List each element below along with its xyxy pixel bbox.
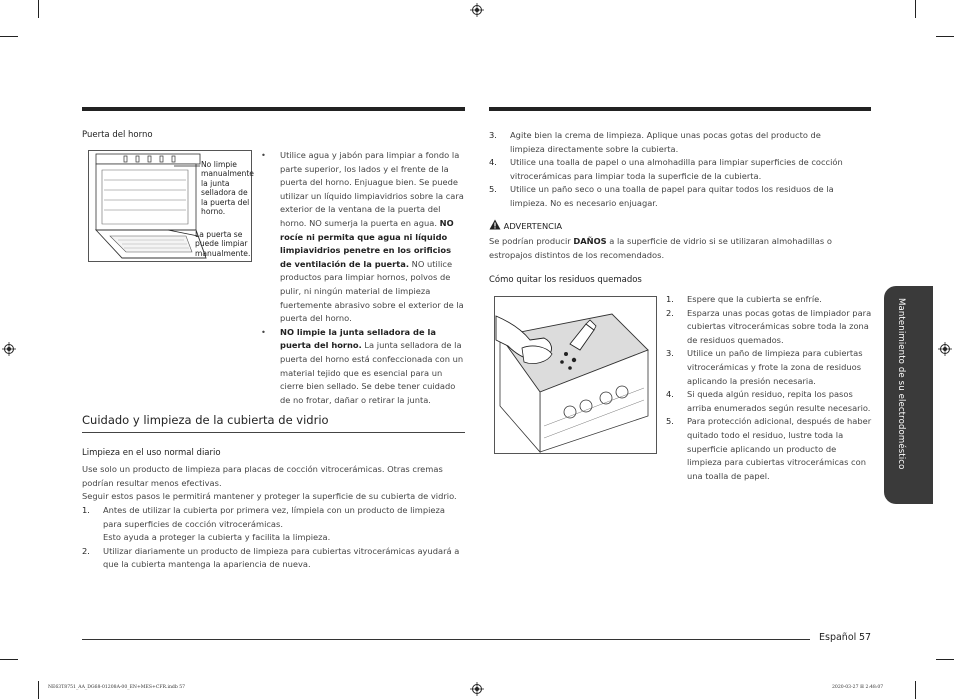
list-item [666, 293, 872, 307]
step-note: Esto ayuda a proteger la cubierta y facilita la limpieza. [103, 532, 331, 543]
list-item [82, 504, 465, 545]
list-item [666, 388, 872, 415]
list-item [666, 415, 872, 483]
cooktop-cleaning-illustration [494, 296, 657, 454]
list-item [259, 149, 465, 326]
step-number: 1. [666, 294, 674, 304]
glass-intro-1: Use solo un producto de limpieza para placas de cocción vitrocerámicas. Otras cremas podrían resultar menos efectivas. [82, 464, 443, 488]
step-number: 4. [666, 389, 674, 400]
bullet-icon: • [261, 150, 266, 160]
print-slug-file: NE63T8751_AA_DG68-01208A-00_EN+MES+CFR.indb 57 [48, 685, 186, 690]
bullet-bold: NO rocíe ni permita que agua ni líquido limpiavidrios penetre en los orificios de ventilación de la puerta. [280, 217, 454, 269]
bullet-text: La junta selladora de la puerta del horno está confeccionada con un material tejido que es esencial para un cierre bien sellado. Se debe tener cuidado de no frotar, dañar o retirar la junta. [280, 340, 464, 405]
step-number: 2. [666, 307, 674, 318]
step-text: Antes de utilizar la cubierta por primera vez, límpiela con un producto de limpieza para superficies de cocción vitrocerámicas. [103, 505, 445, 529]
list-item [489, 129, 849, 156]
print-slug-date: 2020-03-27 ☒ 2:48:07 [832, 685, 884, 690]
warning-label: ADVERTENCIA [503, 221, 563, 231]
step-number: 5. [666, 416, 674, 427]
bullet-text: Utilice agua y jabón para limpiar a fondo la parte superior, los lados y el frente de la puerta del horno. Enjuague bien. Se puede utilizar un líquido limpiavidrios sobre la cara exterior de la ventana de la puerta del horno. NO sumerja la puerta en agua. [280, 150, 464, 228]
step-text: Utilice un paño seco o una toalla de papel para quitar todos los residuos de la limpieza. No es necesario enjuagar. [510, 184, 834, 208]
footer-language: Español [819, 632, 857, 643]
warning-triangle-icon [489, 219, 501, 230]
burned-residue-heading: Cómo quitar los residuos quemados [489, 275, 642, 285]
step-number: 1. [82, 505, 90, 515]
crop-mark [915, 0, 916, 18]
gasket-callout: No limpie manualmente la junta selladora de la puerta del horno. [201, 160, 254, 217]
step-text: Para protección adicional, después de haber quitado todo el residuo, lustre toda la superficie aplicando un producto de limpieza para cubiertas vitrocerámicas con una toalla de papel. [687, 416, 872, 481]
step-text: Utilice una toalla de papel o una almohadilla para limpiar superficies de cocción vitrocerámicas para limpiar toda la superficie de la cubierta. [510, 157, 843, 181]
list-item [259, 326, 465, 408]
step-text: Espere que la cubierta se enfríe. [687, 294, 822, 304]
crop-mark [38, 0, 39, 18]
door-callout: La puerta se puede limpiar manualmente. [195, 230, 251, 258]
step-text: Utilizar diariamente un producto de limpieza para cubiertas vitrocerámicas ayudará a que la cubierta mantenga la apariencia de nueva. [103, 545, 460, 570]
warning-pre: Se podrían producir [489, 236, 574, 246]
section-divider [82, 432, 465, 433]
glass-top-heading: Cuidado y limpieza de la cubierta de vidrio [82, 413, 329, 427]
crop-mark [936, 659, 954, 660]
daily-steps [82, 504, 465, 572]
list-item [489, 156, 849, 183]
crop-mark [0, 659, 18, 660]
glass-intro-2: Seguir estos pasos le permitirá mantener y proteger la superficie de su cubierta de vidrio. [82, 491, 457, 501]
list-item [666, 307, 872, 348]
registration-mark-icon [470, 3, 484, 17]
warning-bold: DAÑOS [573, 236, 607, 246]
oven-door-heading: Puerta del horno [82, 130, 153, 140]
step-text: Si queda algún residuo, repita los pasos arriba enumerados según resulte necesario. [687, 389, 871, 413]
list-item [489, 183, 849, 210]
warning-label-row [489, 219, 562, 231]
step-number: 5. [489, 184, 497, 195]
step-number: 3. [489, 130, 497, 140]
step-text: Utilice un paño de limpieza para cubiertas vitrocerámicas y frote la zona de residuos aplicando la presión necesaria. [687, 348, 863, 386]
right-column-rule [489, 107, 871, 111]
bullet-bold: NO limpie la junta selladora de la puerta del horno. [280, 326, 436, 351]
warning-text [489, 235, 859, 262]
bullet-icon: • [261, 326, 266, 337]
step-number: 4. [489, 157, 497, 168]
oven-door-bullets [259, 149, 465, 407]
step-text: Esparza unas pocas gotas de limpiador para cubiertas vitrocerámicas sobre toda la zona de residuos quemados. [687, 307, 872, 345]
warning-post: a la superficie de vidrio si se utilizaran almohadillas o estropajos distintos de los recomendados. [489, 236, 832, 260]
crop-mark [0, 36, 18, 37]
registration-mark-icon [938, 342, 952, 356]
step-number: 2. [82, 545, 90, 556]
daily-cleaning-subheading: Limpieza en el uso normal diario [82, 448, 221, 458]
list-item [82, 545, 465, 572]
page-number: 57 [859, 632, 872, 643]
step-text: Agite bien la crema de limpieza. Aplique unas pocas gotas del producto de limpieza directamente sobre la cubierta. [510, 130, 821, 154]
registration-mark-icon [2, 342, 16, 356]
list-item [666, 347, 872, 388]
step-number: 3. [666, 348, 674, 359]
footer-rule [82, 639, 810, 640]
burned-steps [666, 293, 872, 483]
crop-mark [38, 681, 39, 699]
left-column-rule [82, 107, 465, 111]
bullet-text: NO utilice productos para limpiar hornos, polvos de pulir, ni ningún material de limpieza fuertemente abrasivo sobre el exterior de la puerta del horno. [280, 258, 464, 324]
crop-mark [915, 681, 916, 699]
chapter-side-tab [884, 286, 933, 504]
chapter-tab-label: Mantenimiento de su electrodoméstico [896, 298, 906, 470]
glass-steps-continued [489, 129, 849, 211]
registration-mark-icon [470, 682, 484, 696]
crop-mark [936, 36, 954, 37]
